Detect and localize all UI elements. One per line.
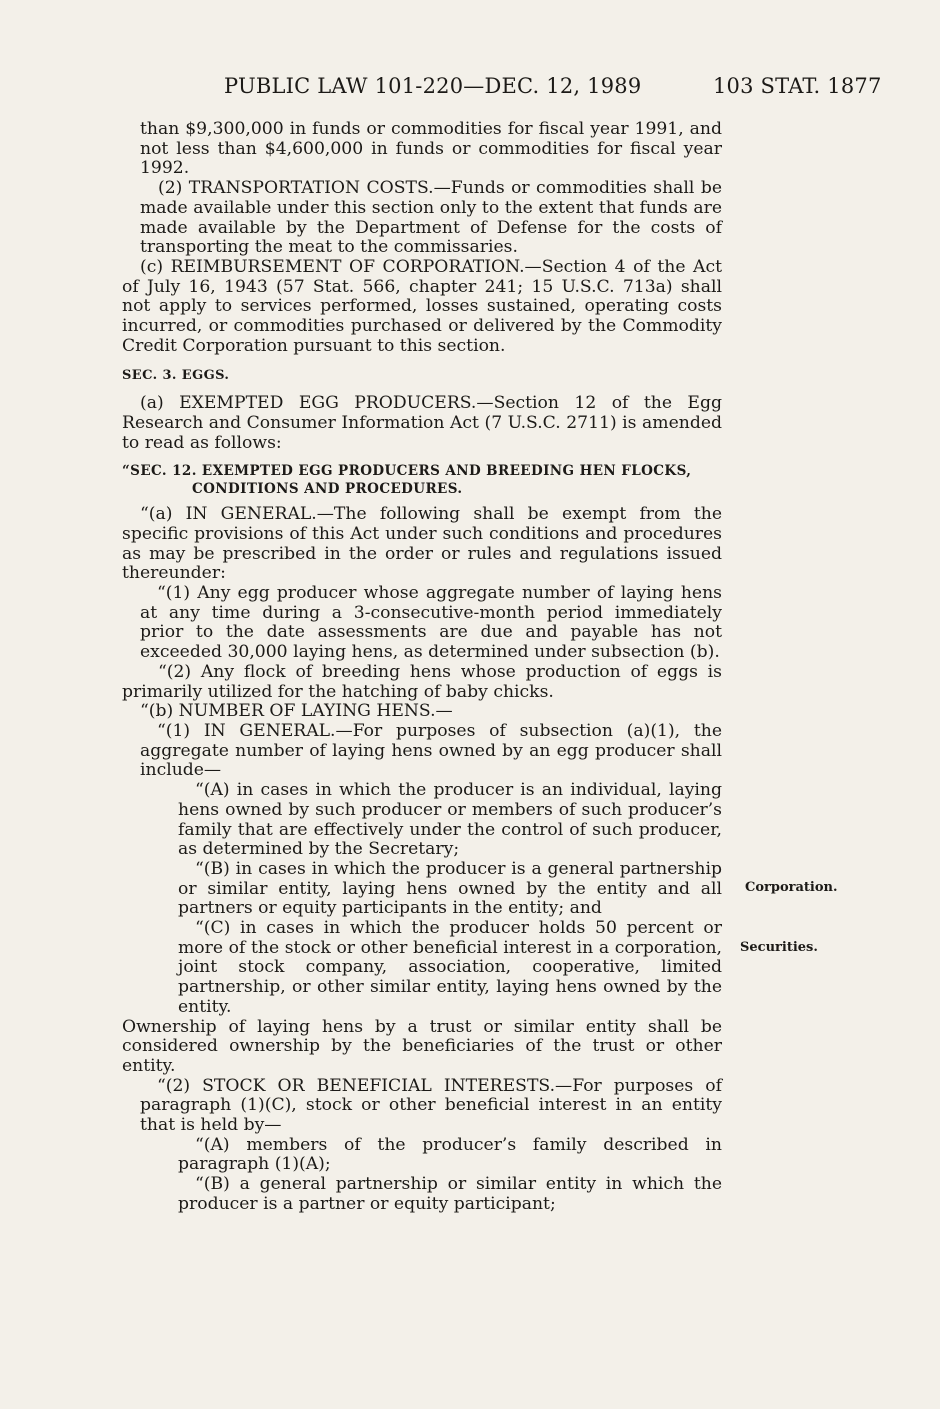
paragraph: “(B) a general partnership or similar entity in which the producer is a partner or equity participant;	[178, 1174, 722, 1214]
paragraph: (a) EXEMPTED EGG PRODUCERS.—Section 12 of the Egg Research and Consumer Information Act (7 U.S.C. 2711) is amended to read as follows:	[122, 393, 722, 453]
quoted-section-heading-line2: CONDITIONS AND PROCEDURES.	[192, 481, 463, 498]
paragraph: “(a) IN GENERAL.—The following shall be exempt from the specific provisions of this Act under such conditions and procedures as may be prescribed in the order or rules and regulations issued thereunder:	[122, 504, 722, 584]
running-header-page-number: 103 STAT. 1877	[713, 74, 882, 98]
paragraph: “(1) IN GENERAL.—For purposes of subsection (a)(1), the aggregate number of laying hens owned by an egg producer shall include—	[140, 720, 722, 781]
paragraph: “(B) in cases in which the producer is a general partnership or similar entity, laying hens owned by the entity and all partners or equity participants in the entity; and	[178, 858, 722, 919]
paragraph: “(2) STOCK OR BENEFICIAL INTERESTS.—For purposes of paragraph (1)(C), stock or other beneficial interest in an entity that is held by—	[140, 1075, 722, 1136]
paragraph: “(C) in cases in which the producer holds 50 percent or more of the stock or other beneficial interest in a corporation, joint stock company, association, cooperative, limited partnership, or other similar entity, laying hens owned by the entity.	[178, 918, 722, 1017]
section-heading: SEC. 3. EGGS.	[122, 368, 230, 384]
quoted-section-heading	[122, 462, 722, 498]
margin-note-corporation: Corporation.	[745, 880, 838, 895]
running-header-title: PUBLIC LAW 101-220—DEC. 12, 1989	[224, 74, 642, 98]
paragraph: “(2) Any flock of breeding hens whose production of eggs is primarily utilized for the hatching of baby chicks.	[122, 661, 722, 702]
paragraph: “(A) members of the producer’s family described in paragraph (1)(A);	[178, 1134, 722, 1175]
paragraph: “(b) NUMBER OF LAYING HENS.—	[140, 701, 453, 722]
paragraph: “(A) in cases in which the producer is an individual, laying hens owned by such producer or members of such producer’s family that are effectively under the control of such producer, as determined by the Secretary;	[178, 780, 722, 860]
margin-note-securities: Securities.	[740, 940, 818, 955]
paragraph: than $9,300,000 in funds or commodities for fiscal year 1991, and not less than $4,600,000 in funds or commodities for fiscal year 1992.	[140, 119, 722, 179]
paragraph: (2) TRANSPORTATION COSTS.—Funds or commodities shall be made available under this section only to the extent that funds are made available by the Department of Defense for the costs of transporting the meat to the commissaries.	[140, 178, 722, 258]
document-body	[122, 120, 722, 1215]
paragraph: “(1) Any egg producer whose aggregate number of laying hens at any time during a 3-consecutive-month period immediately prior to the date assessments are due and payable has not exceeded 30,000 laying hens, as determined under subsection (b).	[140, 583, 722, 663]
quoted-section-heading-line1: “SEC. 12. EXEMPTED EGG PRODUCERS AND BREEDING HEN FLOCKS,	[122, 463, 692, 480]
paragraph: (c) REIMBURSEMENT OF CORPORATION.—Section 4 of the Act of July 16, 1943 (57 Stat. 566, chapter 241; 15 U.S.C. 713a) shall not apply to services performed, losses sustained, operating costs incurred, or commodities purchased or delivered by the Commodity Credit Corporation pursuant to this section.	[122, 256, 722, 356]
paragraph: Ownership of laying hens by a trust or similar entity shall be considered ownership by the beneficiaries of the trust or other entity.	[122, 1016, 722, 1076]
